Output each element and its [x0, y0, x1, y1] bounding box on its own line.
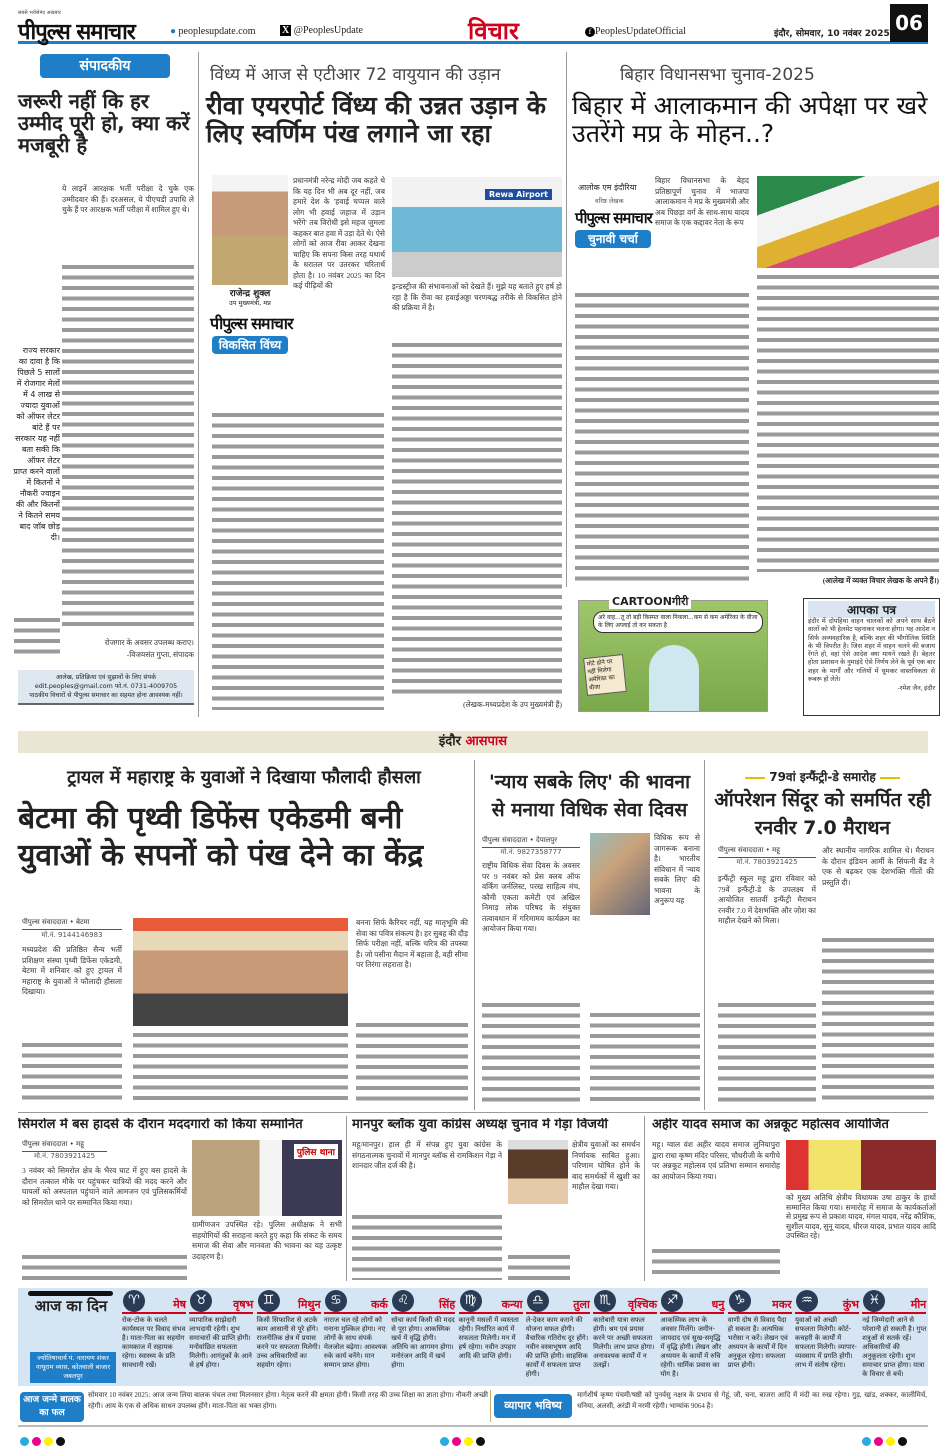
horoscope-sign	[591, 1288, 659, 1386]
sign-text: नाराज चल रहे लोगों को मनाना मुश्किल होगा। नए लोगों के साथ संपर्क मेलजोल बढ़ेगा। आवश्यक रुके कार्य बनेंगे। मान सम्मान प्राप्त होगा।	[323, 1316, 387, 1369]
zodiac-icon: ♈	[123, 1290, 145, 1312]
nyay-lead: राष्ट्रीय विधिक सेवा दिवस के अवसर पर 9 नवंबर को प्रेस क्लब ऑफ वर्किंग जर्नलिस्ट, परख साहित्य मंच, कौमी एकता कमेटी एवं अखिल निमाड़ लोक परिषद के संयुक्त तत्वावधान में गरिमामय कार्यक्रम का आयोजन किया गया।	[482, 861, 580, 933]
horoscope-sign	[860, 1288, 928, 1386]
simrol-headline: सिमरोल में बस हादसे के दौरान मददगारों को किया सम्मानित	[18, 1118, 303, 1132]
horoscope-sign	[793, 1288, 861, 1386]
registration-marks-center	[440, 1431, 488, 1450]
marathon-mobile: मो.नं. 7803921425	[736, 858, 798, 866]
airport-sign: Rewa Airport	[485, 189, 552, 200]
betma-headline: बेटमा की पृथ्वी डिफेंस एकेडमी बनी युवाओं के सपनों को पंख देने का केंद्र	[18, 801, 424, 873]
zodiac-icon: ♓	[863, 1290, 885, 1312]
editorial-ending: रोजगार के अवसर उपलब्ध कराए।	[104, 638, 194, 647]
zodiac-icon: ♎	[527, 1290, 549, 1312]
editorial-label: संपादकीय	[40, 54, 170, 78]
rewa-kicker: विंध्य में आज से एटीआर 72 वायुयान की उड़ान	[210, 65, 501, 85]
series-label: विकसित विंध्य	[212, 336, 288, 354]
marathon-body-2	[822, 935, 934, 1106]
logo: पीपुल्स समाचार	[18, 20, 135, 45]
sign-name: धनु	[660, 1290, 724, 1314]
horoscope-sign	[389, 1288, 457, 1386]
editorial-body	[62, 262, 194, 632]
band-label: आसपास	[465, 734, 508, 749]
betma-kicker: ट्रायल में महाराष्ट्र के युवाओं ने दिखाया फौलादी हौसला	[67, 767, 421, 788]
registration-marks	[20, 1431, 68, 1450]
disclaimer: पाठकीय विचारों से पीपुल्स समाचार का सहमत होना आवश्यक नहीं।	[29, 692, 183, 699]
manpur-headline: मानपुर ब्लॉक युवा कांग्रेस अध्यक्ष चुनाव में गेड़ा विजयी	[352, 1118, 608, 1132]
simrol-body	[22, 1252, 187, 1280]
betma-body-3	[356, 1020, 468, 1106]
bihar-body-2	[757, 272, 939, 572]
marathon-byline: पीपुल्स संवाददाता • महू	[718, 846, 816, 858]
ahir-col2: को मुख्य अतिथि क्षेत्रीय विधायक उषा ठाकुर के हाथों सम्मानित किया गया। समारोह में समाज के कार्यकर्ताओं से प्रमुख रूप से प्रकाश यादव, मंगल यादव, नरेंद्र कौशिक, सुशील यादव, सुनू यादव, धीरज यादव, प्रभात यादव आदि उपस्थित रहे।	[786, 1193, 936, 1240]
zodiac-icon: ♉	[190, 1290, 212, 1312]
zodiac-icon: ♐	[661, 1290, 683, 1312]
masthead	[18, 10, 928, 44]
trade-label: व्यापार भविष्य	[494, 1394, 572, 1418]
horoscope-sign	[524, 1288, 592, 1386]
sign-text: रोक-टोक के चलते कार्यस्थल पर विवाद संभव है। माता-पिता का सहयोग कामकाज में सहायक रहेगा। स्वास्थ्य के प्रति सावधानी रखें।	[122, 1316, 186, 1369]
ahir-photo	[786, 1140, 936, 1190]
sign-text: कानूनी मसलों में व्यस्तता रहेगी। निर्धारित कार्य में सफलता मिलेगी। मन में हर्ष रहेगा। नवीन उपहार आदि की प्राप्ति होगी।	[458, 1316, 519, 1360]
police-station-sign: पुलिस थाना	[294, 1144, 338, 1159]
horoscope-sign	[658, 1288, 726, 1386]
betma-body	[22, 1040, 122, 1106]
marathon-lead: इन्फैंट्री स्कूल महू द्वारा रविवार को 79वें इन्फैंट्री-डे के उपलक्ष्य में आयोजित सातवीं इन्फैंट्री मैराथन रनवीर 7.0 में देशभक्ति और जोश का माहौल देखने को मिला।	[718, 874, 816, 925]
nyay-headline: 'न्याय सबके लिए' की भावना से मनाया विधिक सेवा दिवस	[488, 771, 691, 821]
birth-label: आज जन्मे बालक का फल	[20, 1392, 84, 1422]
bihar-author: आलोक एम इंदौरिया	[578, 183, 637, 192]
manpur-col2: क्षेत्रीय युवाओं का समर्थन निर्णायक साबित हुआ। परिणाम घोषित होने के बाद समर्थकों में खुशी का माहौल देखा गया।	[572, 1140, 640, 1191]
horoscope-sign	[187, 1288, 255, 1386]
sign-text: वाणी दोष से विवाद पैदा हो सकता है। अत्यधिक भरोसा न करें। लेखन एवं अध्ययन के कार्यों में दिन अनुकूल रहेगा। सफलता प्राप्त होगी।	[727, 1316, 788, 1369]
zodiac-icon: ♑	[729, 1290, 751, 1312]
betma-body-2	[133, 1030, 348, 1106]
sign-text: सोचा कार्य किसी की मदद से पूरा होगा। आकस्मिक खर्च में वृद्धि होगी। अतिथि का आगमन होगा। मनोरंजन आदि में खर्च होगा।	[391, 1316, 455, 1369]
nyay-photo	[590, 833, 650, 915]
registration-marks-right	[862, 1431, 910, 1450]
section-band	[18, 731, 928, 753]
nyay-mobile: मो.नं. 9827358777	[500, 848, 562, 856]
twitter-handle[interactable]: X @PeoplesUpdate	[282, 25, 363, 36]
sign-text: आकस्मिक लाभ के अवसर मिलेंगे। जमीन-जायदाद एवं सुख-समृद्धि में वृद्धि होगी। लेखन और अध्ययन के कार्यों में रुचि रहेगी। धार्मिक प्रवास का योग है।	[660, 1316, 722, 1378]
horoscope-sign	[255, 1288, 323, 1386]
horoscope-signs	[120, 1288, 928, 1386]
horoscope-title: आज का दिन	[34, 1297, 108, 1315]
sign-name: कन्या	[459, 1290, 523, 1314]
editorial-headline: जरूरी नहीं कि हर उम्मीद पूरी हो, क्या करें मजबूरी है	[18, 89, 190, 157]
bihar-series-logo: पीपुल्स समाचार	[575, 209, 652, 227]
astrologer: ज्योतिषाचार्य पं. नारायण शंकर नाथूराम व्यास, कोतवाली बाजार जबलपुर	[30, 1352, 116, 1383]
letters-box	[803, 598, 940, 716]
pull-quote: राज्य सरकार का दावा है कि पिछले 5 सालों में रोजगार मेलों में 4 लाख से ज्यादा युवाओं को ऑफर लेटर बांटे हैं पर सरकार यह नहीं बता सकी कि ऑफर लेटर प्राप्त करने वालों में कितनों ने नौकरी ज्वाइन की और कितनों ने कितने समय बाद जॉब छोड़ दी।	[13, 346, 60, 542]
editorial-signature: -विजयसंत गुप्ता, संपादक	[126, 650, 194, 659]
zodiac-icon: ♍	[460, 1290, 482, 1312]
contact-email[interactable]: edit.peoples@gmail.com	[34, 683, 113, 690]
rewa-footer: (लेखक-मध्यप्रदेश के उप मुख्यमंत्री हैं)	[463, 700, 562, 709]
zodiac-icon: ♋	[325, 1290, 347, 1312]
simrol-lead: 3 नवंबर को सिमरोल क्षेत्र के भैरव घाट में हुए बस हादसे के दौरान तत्काल मौके पर पहुंचकर यात्रियों की मदद करने और घायलों को अस्पताल पहुंचाने वाले आमजन एवं पुलिसकर्मियों को सिमरोल थाने पर सम्मानित किया गया।	[22, 1166, 187, 1207]
band-city: इंदौर	[438, 734, 461, 749]
bihar-footer: (आलेख में व्यक्त विचार लेखक के अपने हैं।)	[822, 576, 939, 585]
marathon-col2: और स्थानीय नागरिक शामिल थे। मैराथन के दौरान इंडियन आर्मी के सिंफनी बैंड ने एक से बढ़कर एक देशभक्ति गीतों की प्रस्तुति दी।	[822, 846, 934, 887]
marathon-body	[718, 1000, 816, 1106]
horoscope-panel	[18, 1288, 928, 1386]
cartoon-title: CARTOONगीरी	[609, 594, 691, 609]
rewa-author: राजेन्द्र शुक्ल	[229, 289, 271, 299]
zodiac-icon: ♒	[796, 1290, 818, 1312]
rewa-body	[212, 410, 384, 710]
editorial-body-left	[14, 615, 60, 657]
birth-text: सोमवार 10 नवंबर 2025: आज जन्म लिया बालक चंचल तथा मिलनसार होगा। नेतृत्व करने की क्षमता होगी। किसी तरह की उच्च शिक्षा का ज्ञाता होगा। नौकरी अच्छी रहेगी। आय के एक से अधिक साधन उपलब्ध होंगे। माता-पिता का भक्त होगा।	[88, 1391, 488, 1410]
zodiac-icon: ♏	[594, 1290, 616, 1312]
sign-text: युवाओं को अच्छी सफलता मिलेगी। कोर्ट-कचहरी के कार्यों में सफलता मिलेगी। व्यापार-व्यवसाय में प्रगति होगी। लाभ में संतोष रहेगा।	[795, 1316, 857, 1369]
rewa-body-2	[392, 340, 562, 694]
sign-text: किसी सिफारिश से अटके काम आसानी से पूरे होंगे। राजनीतिक क्षेत्र में प्रयास करने पर सफलता मिलेगी। उच्च अधिकारियों का सहयोग रहेगा।	[256, 1316, 321, 1369]
ahir-body	[652, 1246, 780, 1280]
sign-name: मिथुन	[257, 1290, 321, 1314]
horoscope-sign	[726, 1288, 794, 1386]
logo-tagline: सबसे भरोसेमंद अखबार	[18, 10, 61, 16]
sign-text: नई जिम्मेदारी आने से परेशानी हो सकती है। गुप्त शत्रुओं से सतर्क रहें। अधिकारियों की अनुकूलता रहेगी। शुभ समाचार प्राप्त होगा। यात्रा के विचार से बचें।	[862, 1316, 927, 1378]
simrol-mobile: मो.नं. 7803921425	[33, 1152, 96, 1160]
sign-name: मीन	[862, 1290, 926, 1314]
rewa-col2: इन्डस्ट्रीज की संभावनाओं को देखते हैं। मुझे यह बताते हुए हर्ष हो रहा है कि रीवा का हवाईअड्डा चरणबद्ध तरीके से विकसित होने की प्रक्रिया में है।	[392, 282, 562, 312]
manpur-body	[352, 1212, 502, 1280]
betma-byline: पीपुल्स संवाददाता • बेटमा	[22, 918, 122, 930]
rewa-airport-photo	[392, 177, 562, 277]
horoscope-sign	[120, 1288, 188, 1386]
dateline: इंदौर, सोमवार, 10 नवंबर 2025	[774, 29, 890, 39]
cartoon-speech: अरे वाह...तू तो बड़ी किस्मत वाला निकला...कम से कम अमेरिका के वीजा के लिए अप्लाई तो कर सकता है	[593, 611, 763, 633]
x-icon: X	[282, 25, 290, 36]
nyay-byline: पीपुल्स संवाददाता • देपालपुर	[482, 836, 580, 848]
sign-name: कुंभ	[795, 1290, 859, 1314]
sign-text: व्यापारिक साझेदारी लाभदायी रहेगी। शुभ समाचारों की प्राप्ति होगी। मनोवांछित सफलता मिलेगी। आगंतुकों के आने से हर्ष होगा।	[189, 1316, 252, 1369]
zodiac-icon: ♌	[392, 1290, 414, 1312]
academy-photo	[133, 918, 348, 1026]
bihar-author-title: वरिष्ठ लेखक	[595, 197, 624, 205]
betma-col3: बनना सिर्फ कैरियर नहीं, यह मातृभूमि की सेवा का पवित्र संकल्प है। हर सुबह की दौड़ सिर्फ परीक्षा नहीं, बल्कि चरित्र की तपस्या है। जो पसीना मैदान में बहाता है, वही सीमा पर तिरंगा लहराता है।	[356, 918, 468, 969]
sign-text: कारोबारी यात्रा सफल होगी। श्रम एवं प्रयास करने पर अच्छी सफलता मिलेगी। लाभ प्राप्त होगा। अनावश्यक कार्यों में न उलझें।	[593, 1316, 655, 1369]
rewa-lead: प्रधानमंत्री नरेन्द्र मोदी जब कहते थे कि यह दिन भी अब दूर नहीं, जब हमारे देश के 'हवाई चप्पल वाले लोग भी हवाई जहाज में उड़ान भरेंगे' तब विरोधी इसे महज जुमला कहकर बात हवा में उड़ा देते थे। ऐसे लोगों को आज रीवा आकर देखना चाहिए कि सपना किस तरह यथार्थ के धरातल पर उतरकर चरितार्थ होता है। 10 नवंबर 2025 का दिन कई पीढ़ियों की	[293, 176, 385, 290]
sign-name: वृषभ	[189, 1290, 253, 1314]
contact-phone: फो.नं. 0731-4009705	[114, 683, 178, 690]
author-photo	[212, 175, 288, 285]
website-link[interactable]: ● peoplesupdate.com	[170, 26, 256, 37]
letter-body: इंदौर में दोपहिया वाहन चालकों को अपने साथ बैठने वालों को भी हेलमेट पहनाकर चलना होगा। यह आदेश न सिर्फ अव्यवहारिक है, बल्कि शहर की भौगोलिक स्थिति के भी विपरीत है। जिस शहर में वाहन चलने की बजाय रेंगते हो, वहां ऐसे आदेश क्या मायने रखते हैं। बेहतर होता प्रशासन के नुमाइंदे ऐसे निर्णय लेने के पूर्व एक बार शहर के मार्गों और गलियों में घूमकर वास्तविकता से रूबरू हो लेते।	[808, 618, 935, 684]
simrol-col2: ग्रामीणजन उपस्थित रहे। पुलिस अधीक्षक ने सभी सहयोगियों की सराहना करते हुए कहा कि संकट के समय समाज की सेवा और मानवता की भावना का यह उत्कृष्ट उदाहरण है।	[192, 1220, 342, 1261]
facebook-icon: f	[585, 27, 595, 37]
letters-title: आपका पत्र	[808, 601, 935, 618]
trade-text: मार्गशीर्ष कृष्ण पंचमी/षष्ठी को पुनर्वसु नक्षत्र के प्रभाव से गेहूं, जौ, चना, बाजरा आदि में मंदी का रुख रहेगा। गुड़, खांड, शक्कर, कालीमिर्च, धनिया, अलसी, अरंडी में नरमी रहेगी। भाग्यांक 9064 है।	[577, 1391, 927, 1410]
rewa-author-title: उप मुख्यमंत्री, मप्र	[229, 299, 271, 307]
letter-signature: -रमेश जैन, इंदौर	[897, 685, 935, 693]
cartoon-placard: मोटे होने पर नहीं मिलेगा अमेरिका का वीजा	[583, 654, 627, 696]
horoscope-sign	[322, 1288, 390, 1386]
rally-photo	[757, 176, 939, 268]
contact-label: आलेख, प्रतिक्रिया एवं सुझावों के लिए संपर्क	[55, 674, 157, 681]
candidate-photo	[508, 1140, 568, 1204]
manpur-body-2	[508, 1252, 570, 1280]
betma-lead: मध्यप्रदेश की प्रतिष्ठित सैन्य भर्ती प्रशिक्षण संस्था पृथ्वी डिफेंस एकेडमी, बेटमा में शनिवार को हुए ट्रायल में महाराष्ट्र के युवाओं ने फौलादी हौसला दिखाया।	[22, 945, 122, 996]
bihar-kicker: बिहार विधानसभा चुनाव-2025	[620, 65, 815, 85]
bihar-headline: बिहार में आलाकमान की अपेक्षा पर खरे उतरेंगे मप्र के मोहन..?	[572, 91, 928, 148]
horoscope-sign	[457, 1288, 525, 1386]
nyay-body	[482, 1000, 580, 1106]
sign-name: कर्क	[324, 1290, 388, 1314]
editorial-lead: ये लाइनें आरक्षक भर्ती परीक्षा दे चुके एक उम्मीदवार की हैं। दरअसल, ये पीएचडी उपाधि ले चुके हैं पर आरक्षक भर्ती परीक्षा में शामिल हुए थे।	[62, 184, 194, 214]
sign-name: मकर	[728, 1290, 792, 1314]
bihar-lead: बिहार विधानसभा के बेहद प्रतिष्ठापूर्ण चुनाव में भाजपा आलाकमान ने मप्र के मुख्यमंत्री और अब पिछड़ा वर्ग के साथ-साथ यादव समाज के एक कद्दावर नेता के रूप	[655, 176, 749, 227]
nyay-body-2	[590, 1010, 700, 1106]
simrol-photo	[192, 1140, 342, 1216]
sign-name: सिंह	[391, 1290, 455, 1314]
zodiac-icon: ♊	[258, 1290, 280, 1312]
marathon-kicker: 79वां इन्फैंट्री-डे समारोह	[710, 768, 935, 785]
facebook-handle[interactable]: f PeoplesUpdateOfficial	[585, 26, 686, 37]
series-logo: पीपुल्स समाचार	[210, 314, 293, 333]
sign-name: वृश्चिक	[593, 1290, 657, 1314]
bihar-body	[575, 290, 749, 584]
manpur-lead: महू/मानपुर। हाल ही में संपन्न हुए युवा कांग्रेस के संगठनात्मक चुनावों में मानपुर ब्लॉक से रामकिशन गेड़ा ने शानदार जीत दर्ज की है।	[352, 1140, 502, 1170]
ahir-lead: महू। ग्वाल वंश अहीर यादव समाज लुनियापुरा द्वारा राधा कृष्ण मंदिर परिसर, चौधरीजी के बगीचे पर अन्नकूट महोत्सव एवं प्रतिभा सम्मान समारोह का आयोजन किया गया।	[652, 1140, 780, 1181]
sign-text: ले-देकर काम कराने की योजना सफल होगी। वैचारिक गतिरोध दूर होंगे। नवीन वस्त्राभूषण आदि की प्राप्ति होगी। साहसिक कार्यों में सफलता प्राप्त होगी।	[525, 1316, 589, 1378]
bihar-series-label: चुनावी चर्चा	[575, 230, 651, 248]
contact-box	[18, 670, 194, 705]
nyay-side: विधिक रूप से जागरूक बनाना है। भारतीय संविधान में 'न्याय सबके लिए' की भावना के अनुरूप यह	[654, 833, 700, 905]
section-title: विचार	[468, 17, 519, 45]
cartoon-figure	[649, 645, 699, 711]
simrol-byline: पीपुल्स संवाददाता • महू	[22, 1140, 107, 1152]
sign-name: मेष	[122, 1290, 186, 1314]
rewa-headline: रीवा एयरपोर्ट विंध्य की उन्नत उड़ान के लिए स्वर्णिम पंख लगाने जा रहा	[206, 91, 546, 148]
globe-icon: ●	[170, 26, 179, 37]
sign-name: तुला	[526, 1290, 590, 1314]
marathon-headline: ऑपरेशन सिंदूर को समर्पित रही रनवीर 7.0 मैराथन	[714, 789, 931, 839]
page-number: 06	[890, 4, 928, 42]
betma-mobile: मो.नं. 9144146983	[41, 931, 103, 939]
cartoon	[578, 595, 768, 712]
ahir-headline: अहीर यादव समाज का अन्नकूट महोत्सव आयोजित	[652, 1118, 889, 1132]
